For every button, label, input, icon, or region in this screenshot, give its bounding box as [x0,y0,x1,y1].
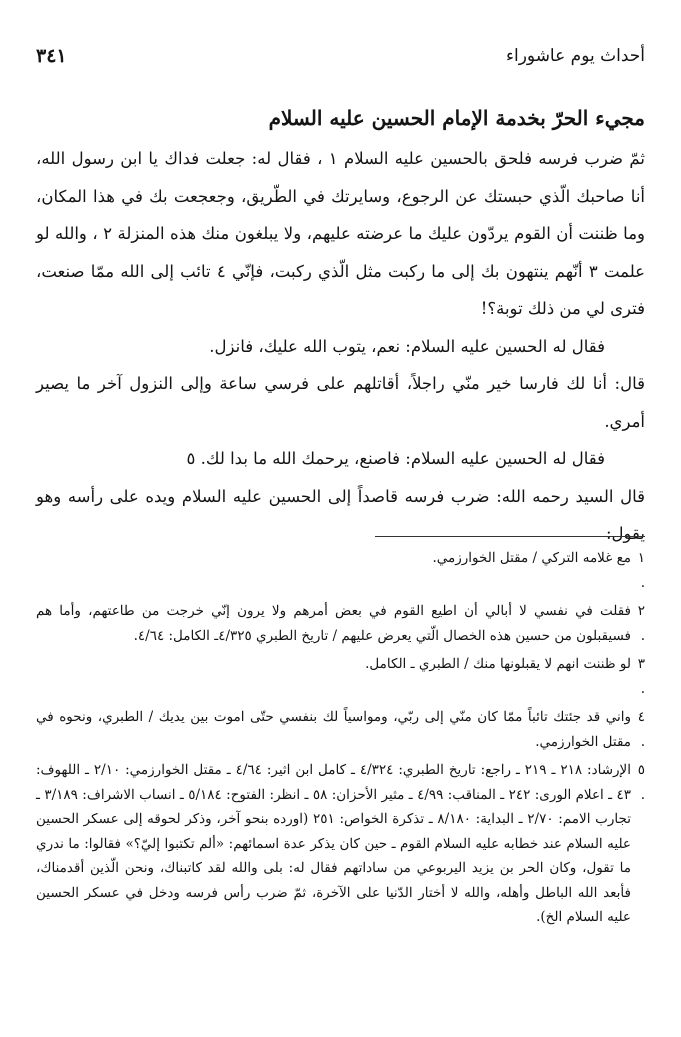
footnote-number: ٣ . [637,656,645,697]
footnote-3 [36,652,645,701]
footnote-text: مع غلامه التركي / مقتل الخوارزمي. [432,550,631,566]
footnote-1 [36,546,645,595]
paragraph-1: ثمّ ضرب فرسه فلحق بالحسين عليه السلام ١ ، فقال له: جعلت فداك يا ابن رسول الله، أنا صاحبك الّذي حبستك عن الرجوع، وسايرتك في الطّريق، وجعجعت بك في هذا المكان، وما ظننت أن القوم يردّون عليك ما عرضته عليهم، ولا يبلغون منك هذه المنزلة ٢ ، والله لو علمت ٣ أنّهم ينتهون بك إلى ما ركبت مثل الّذي ركبت، فإنّي ٤ تائب إلى الله ممّا صنعت، فترى لي من ذلك توبة؟! [36,149,646,318]
paragraph-2: فقال له الحسين عليه السلام: نعم، يتوب الله عليك، فانزل. [209,336,605,356]
footnote-text: واني قد جئتك تائباً ممّا كان منّي إلى ربّي، ومواسياً لك بنفسي حتّى اموت بين يديك / الطبري، ونحوه في مقتل الخوارزمي. [36,709,631,750]
main-text [36,100,645,553]
footnote-divider [375,536,645,537]
running-header [36,42,645,70]
footnote-text: الإرشاد: ٢١٨ ـ ٢١٩ ـ راجع: تاريخ الطبري: ٤/٣٢٤ ـ كامل ابن اثير: ٤/٦٤ ـ مقتل الخوارزمي: ٢/١٠ ـ اللهوف: ٤٣ ـ اعلام الورى: ٢٤٢ ـ المناقب: ٤/٩٩ ـ مثير الأحزان: ٥٨ ـ انظر: الفتوح: ٥/١٨٤ ـ انساب الاشراف: ٣/١٨٩ ـ تجارب الامم: ٢/٧٠ ـ البداية: ٨/١٨٠ ـ تذكرة الخواص: ٢٥١ (اورده بنحو آخر، وذكر لحوقه إلى عسكر الحسين عليه السلام عند خطابه عليه السلام القوم ـ حين كان يذكر عدة اسمائهم: «ألم تكتبوا إليّ؟» فقالوا: ما ندري ما تقول، وكان الحر بن يزيد اليربوعي من ساداتهم فقال له: بلى والله لقد كاتبناك، ونحن الّذين أقدمناك، فأبعد الله الباطل وأهله، والله لا أختار الدّنيا على الآخرة، ثمّ ضرب رأس فرسه ودخل في عسكر الحسين عليه السلام الخ). [36,762,632,925]
page-number: ٣٤١ [36,45,67,67]
footnotes [36,546,645,934]
footnote-4 [36,705,645,754]
paragraph-5: قال السيد رحمه الله: ضرب فرسه قاصداً إلى الحسين عليه السلام ويده على رأسه وهو يقول: [36,486,645,543]
section-title: مجيء الحرّ بخدمة الإمام الحسين عليه السلام [268,106,645,130]
footnote-number: ٢ . [637,603,645,644]
footnote-text: فقلت في نفسي لا أبالي أن اطيع القوم في بعض أمرهم ولا يرون إنّي خرجت من طاعتهم، وأما هم فسيقبلون من حسين هذه الخصال الّتي يعرض عليهم / تاريخ الطبري ٤/٣٢٥ـ الكامل: ٤/٦٤. [36,603,631,644]
footnote-number: ٤ . [637,709,645,750]
running-title: أحداث يوم عاشوراء [505,46,645,66]
paragraph-3: قال: أنا لك فارسا خير منّي راجلاً، أقاتلهم على فرسي ساعة وإلى النزول آخر ما يصير أمري. [36,374,645,431]
footnote-2 [36,599,645,648]
footnote-number: ١ . [637,550,645,591]
footnote-5 [36,758,645,930]
paragraph-4: فقال له الحسين عليه السلام: فاصنع، يرحمك الله ما بدا لك. ٥ [186,449,605,468]
footnote-number: ٥ . [637,762,645,803]
footnote-text: لو ظننت انهم لا يقبلونها منك / الطبري ـ الكامل. [365,656,631,672]
